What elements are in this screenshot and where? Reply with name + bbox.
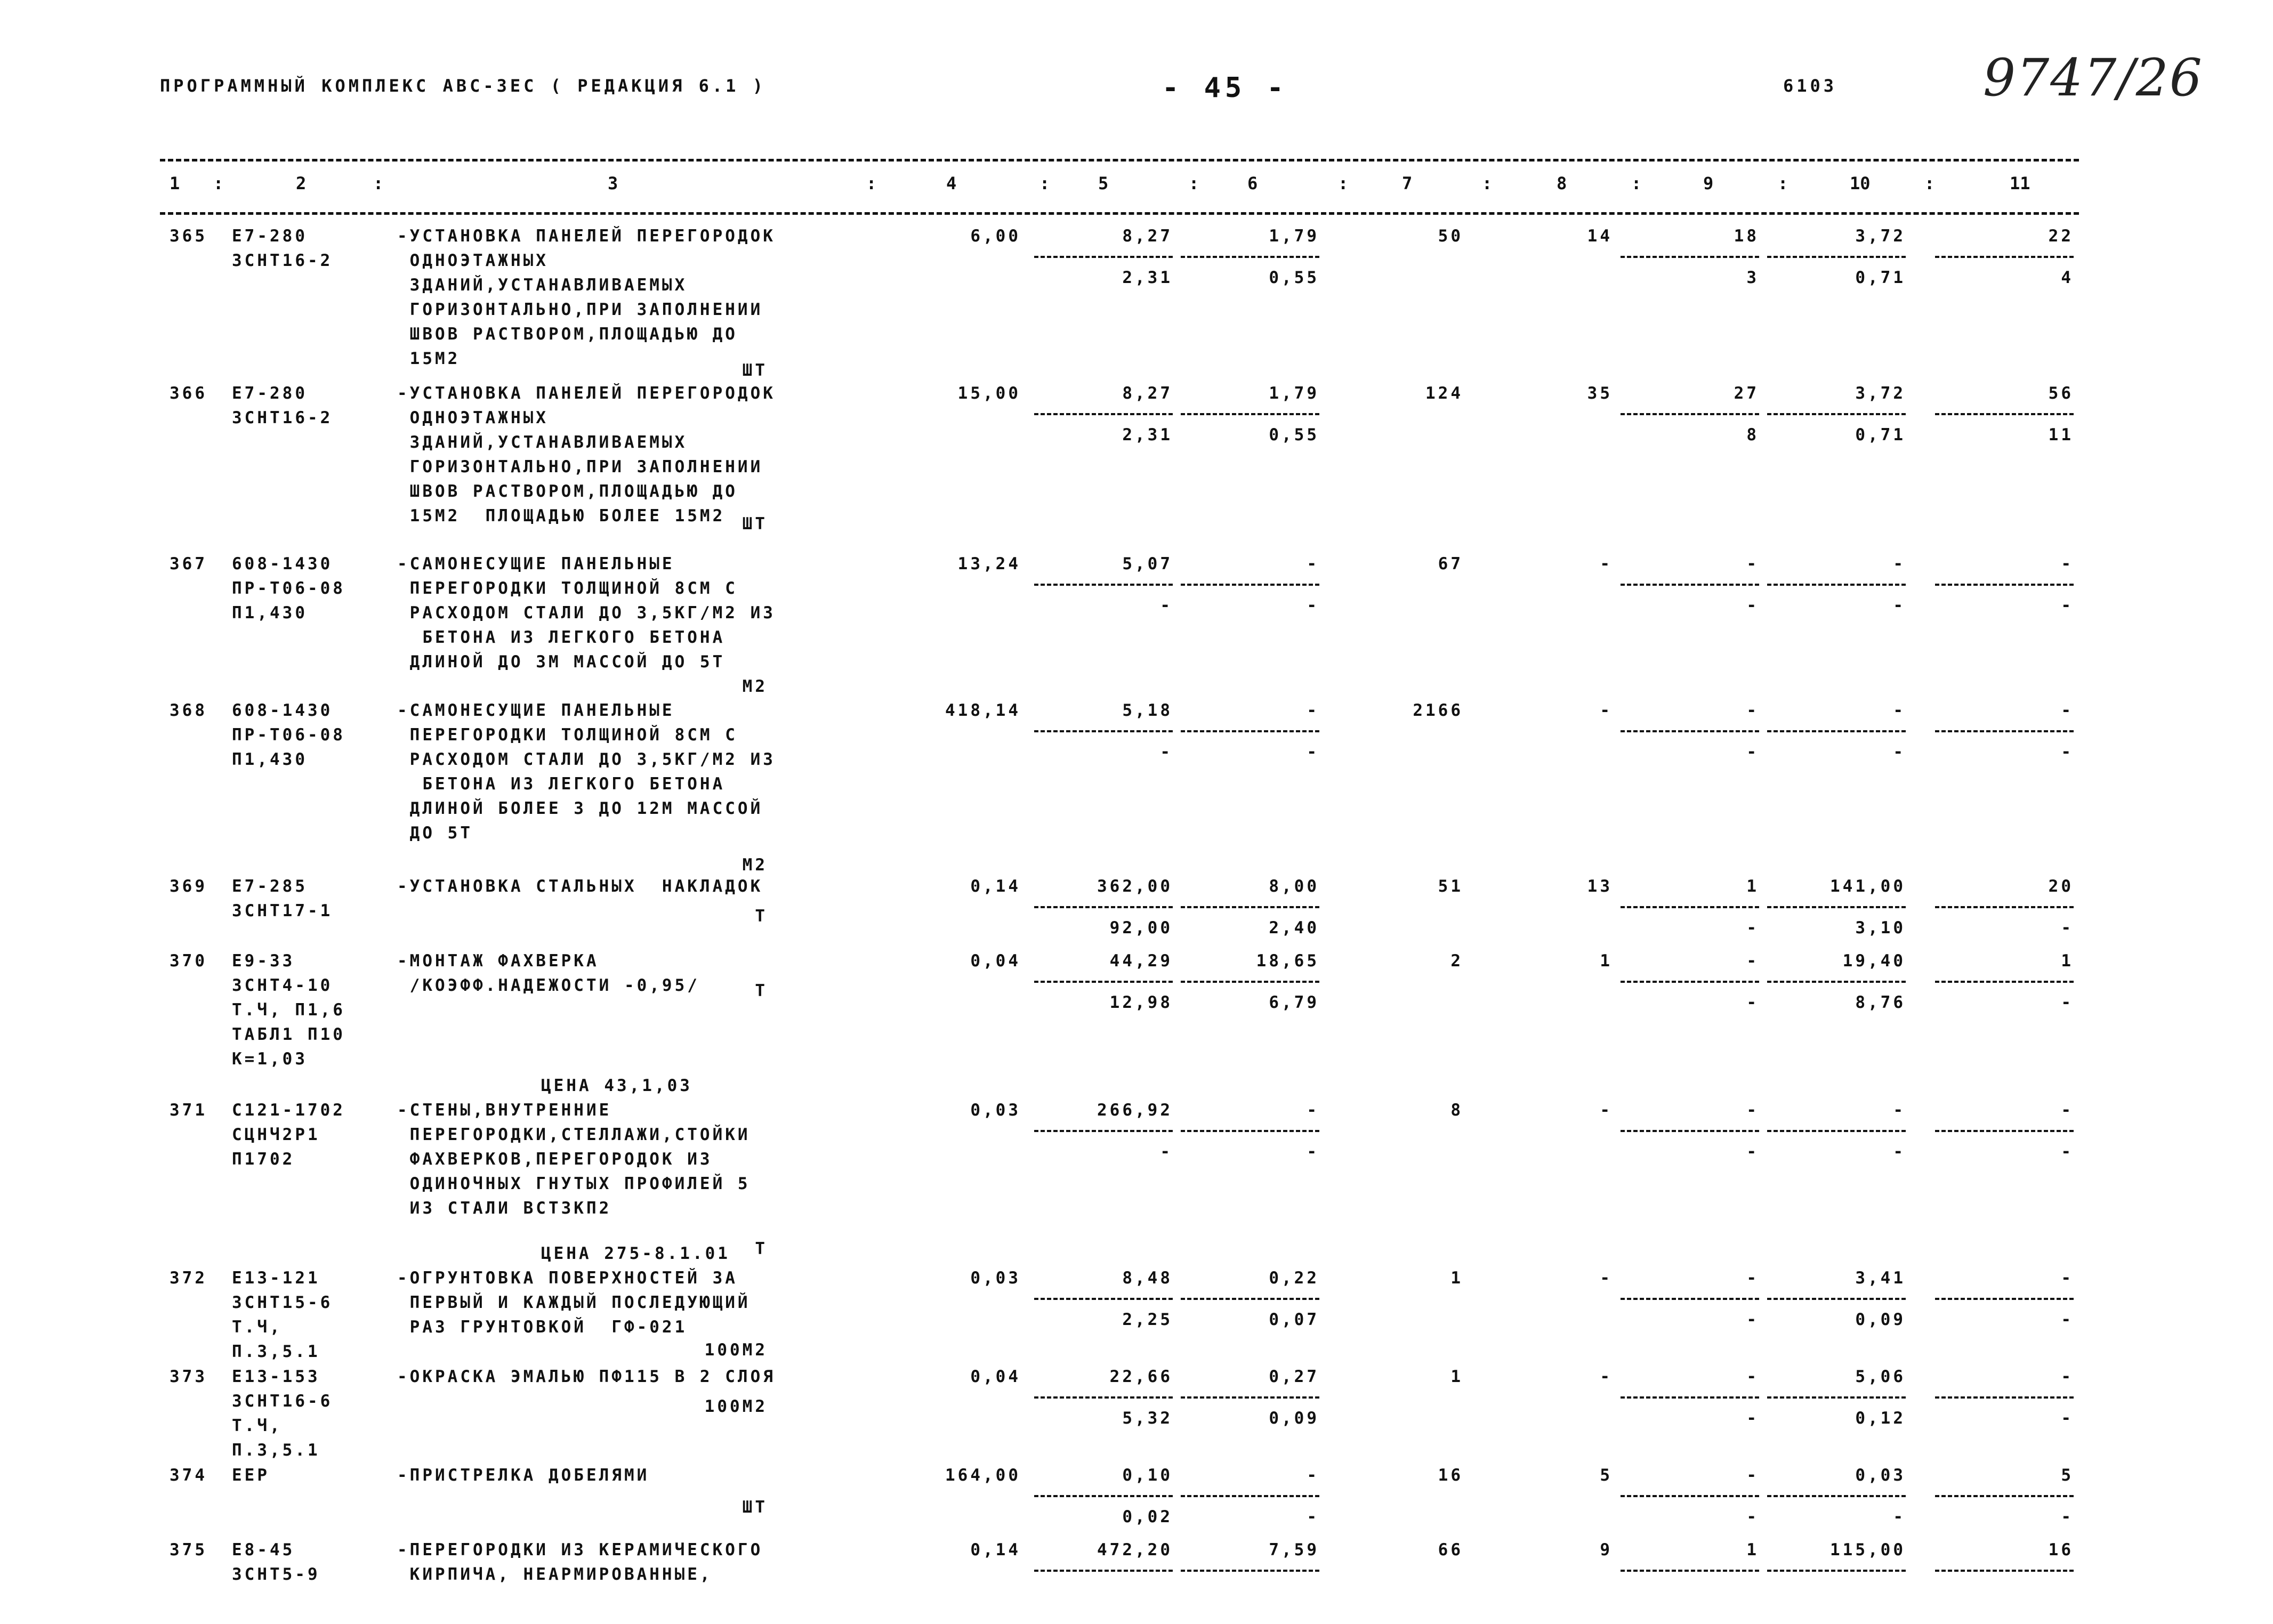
row-description: -ОКРАСКА ЭМАЛЬЮ ПФ115 В 2 СЛОЯ	[397, 1367, 776, 1386]
cell-divider	[1767, 981, 1906, 983]
column-separator: :	[1039, 173, 1050, 193]
column-number: 6	[1247, 173, 1258, 193]
cell-labor-total-machine: -	[2061, 742, 2074, 762]
column-separator: :	[1338, 173, 1349, 193]
cell-divider	[1935, 1495, 2074, 1497]
row-description: -ПЕРЕГОРОДКИ ИЗ КЕРАМИЧЕСКОГО КИРПИЧА, НЕАРМИРОВАННЫЕ,	[397, 1540, 763, 1584]
row-unit: ШТ	[742, 514, 768, 534]
row-description: -УСТАНОВКА СТАЛЬНЫХ НАКЛАДОК	[397, 877, 763, 896]
cell-divider	[1181, 730, 1319, 732]
cell-divider	[1935, 981, 2074, 983]
handwritten-note: 9747/26	[1983, 48, 2203, 108]
column-number: 7	[1402, 173, 1413, 193]
cell-machine-total: -	[1746, 1101, 1759, 1120]
cell-machine-cost-wages: -	[1307, 596, 1319, 615]
row-unit: 100М2	[704, 1397, 768, 1416]
cell-divider	[1181, 981, 1319, 983]
cell-divider	[1621, 1570, 1759, 1572]
cell-labor-total-machine: 11	[2048, 425, 2074, 445]
cell-divider	[1181, 1130, 1319, 1132]
row-number: 365	[170, 227, 207, 246]
row-unit: Т	[755, 907, 768, 926]
row-description: -САМОНЕСУЩИЕ ПАНЕЛЬНЫЕ ПЕРЕГОРОДКИ ТОЛЩИНОЙ 8СМ С РАСХОДОМ СТАЛИ ДО 3,5КГ/М2 ИЗ БЕТОНА ИЗ ЛЕГКОГО БЕТОНА ДЛИНОЙ ДО 3М МАССОЙ ДО 5Т	[397, 554, 776, 672]
cell-divider	[1767, 584, 1906, 586]
cell-machine-cost: 18,65	[1256, 951, 1319, 971]
row-code: Е7-280 ЗСНТ16-2	[232, 227, 333, 270]
cell-total: 2	[1450, 951, 1463, 971]
row-unit: 100М2	[704, 1340, 768, 1360]
cell-unit-cost: 472,20	[1097, 1540, 1173, 1560]
row-number: 366	[170, 384, 207, 403]
row-code: Е7-285 ЗСНТ17-1	[232, 877, 333, 920]
cell-quantity: 0,03	[970, 1101, 1021, 1120]
column-number: 9	[1703, 173, 1714, 193]
row-code: Е9-33 ЗСНТ4-10 Т.Ч, П1,6 ТАБЛ1 П10 К=1,03	[232, 951, 345, 1069]
column-number: 10	[1850, 173, 1871, 193]
cell-divider	[1935, 906, 2074, 908]
cell-labor-total: 5	[2061, 1466, 2074, 1485]
column-number: 8	[1557, 173, 1567, 193]
cell-machine-total: -	[1746, 701, 1759, 720]
cell-divider	[1621, 730, 1759, 732]
cell-quantity: 6,00	[970, 227, 1021, 246]
cell-total: 1	[1450, 1367, 1463, 1386]
cell-divider	[1767, 413, 1906, 415]
cell-labor: 5,06	[1855, 1367, 1906, 1386]
cell-divider	[1935, 730, 2074, 732]
cell-machine-total: 1	[1746, 1540, 1759, 1560]
cell-total: 66	[1438, 1540, 1463, 1560]
cell-machine-total: 27	[1734, 384, 1759, 403]
column-number: 3	[608, 173, 618, 193]
cell-divider	[1181, 1396, 1319, 1399]
cell-labor-machine: -	[1893, 1142, 1906, 1161]
row-unit: М2	[742, 855, 768, 875]
row-unit: Т	[755, 981, 768, 1000]
cell-machine-cost-wages: -	[1307, 742, 1319, 762]
cell-machine-cost-wages: 0,55	[1269, 425, 1319, 445]
cell-total: 124	[1425, 384, 1463, 403]
cell-divider	[1181, 1570, 1319, 1572]
cell-divider	[1181, 256, 1319, 258]
column-separator: :	[1924, 173, 1935, 193]
cell-quantity: 13,24	[957, 554, 1021, 573]
cell-machine-total: 18	[1734, 227, 1759, 246]
cell-unit-cost-wages: 5,32	[1122, 1409, 1173, 1428]
cell-divider	[1621, 1298, 1759, 1300]
cell-divider	[1767, 1396, 1906, 1399]
cell-labor: 19,40	[1842, 951, 1906, 971]
cell-machine-total: -	[1746, 1466, 1759, 1485]
cell-divider	[1767, 906, 1906, 908]
cell-labor-total: -	[2061, 1367, 2074, 1386]
row-code: Е13-121 ЗСНТ15-6 Т.Ч, П.3,5.1	[232, 1269, 333, 1361]
cell-divider	[1935, 1130, 2074, 1132]
row-code: Е8-45 ЗСНТ5-9	[232, 1540, 320, 1584]
cell-divider	[1034, 256, 1173, 258]
cell-quantity: 0,04	[970, 951, 1021, 971]
cell-labor-machine: 8,76	[1855, 993, 1906, 1012]
cell-labor: 3,72	[1855, 227, 1906, 246]
cell-quantity: 0,04	[970, 1367, 1021, 1386]
cell-labor: 3,41	[1855, 1269, 1906, 1288]
cell-divider	[1034, 1396, 1173, 1399]
cell-divider	[1034, 906, 1173, 908]
cell-unit-cost: 5,18	[1122, 701, 1173, 720]
cell-machine-cost-wages: -	[1307, 1142, 1319, 1161]
cell-unit-cost-wages: 2,25	[1122, 1310, 1173, 1329]
column-separator: :	[213, 173, 224, 193]
column-number: 5	[1098, 173, 1109, 193]
cell-labor-machine: 0,71	[1855, 268, 1906, 287]
cell-divider	[1935, 256, 2074, 258]
row-number: 370	[170, 951, 207, 971]
cell-labor-total: 1	[2061, 951, 2074, 971]
row-price-note: ЦЕНА 275-8.1.01	[541, 1244, 730, 1263]
cell-wages: 1	[1600, 951, 1613, 971]
cell-machine-total-wages: -	[1746, 1409, 1759, 1428]
row-unit: М2	[742, 677, 768, 696]
cell-machine-cost: -	[1307, 701, 1319, 720]
column-separator: :	[866, 173, 877, 193]
cell-labor-machine: -	[1893, 1507, 1906, 1526]
cell-unit-cost: 8,48	[1122, 1269, 1173, 1288]
cell-unit-cost: 362,00	[1097, 877, 1173, 896]
cell-labor-machine: 0,09	[1855, 1310, 1906, 1329]
cell-labor-total: -	[2061, 554, 2074, 573]
cell-divider	[1034, 1130, 1173, 1132]
cell-machine-cost-wages: -	[1307, 1507, 1319, 1526]
cell-unit-cost-wages: 0,02	[1122, 1507, 1173, 1526]
cell-labor-total: -	[2061, 1101, 2074, 1120]
cell-divider	[1034, 584, 1173, 586]
top-rule	[160, 159, 2079, 161]
cell-divider	[1767, 1298, 1906, 1300]
column-separator: :	[1631, 173, 1642, 193]
cell-divider	[1767, 730, 1906, 732]
cell-labor-machine: -	[1893, 742, 1906, 762]
cell-machine-total-wages: 8	[1746, 425, 1759, 445]
cell-labor-total-machine: -	[2061, 596, 2074, 615]
cell-machine-cost-wages: 0,09	[1269, 1409, 1319, 1428]
cell-unit-cost-wages: -	[1160, 596, 1173, 615]
row-description: -ПРИСТРЕЛКА ДОБЕЛЯМИ	[397, 1466, 650, 1485]
row-number: 367	[170, 554, 207, 573]
cell-labor: 141,00	[1830, 877, 1906, 896]
cell-quantity: 0,03	[970, 1269, 1021, 1288]
cell-labor-machine: 0,12	[1855, 1409, 1906, 1428]
cell-machine-total-wages: -	[1746, 918, 1759, 938]
header-rule	[160, 212, 2079, 215]
column-separator: :	[1482, 173, 1493, 193]
cell-quantity: 0,14	[970, 877, 1021, 896]
cell-divider	[1767, 1570, 1906, 1572]
document-code: 6103	[1783, 76, 1837, 96]
cell-unit-cost-wages: -	[1160, 742, 1173, 762]
column-number: 1	[170, 173, 180, 193]
cell-wages: -	[1600, 701, 1613, 720]
row-description: -УСТАНОВКА ПАНЕЛЕЙ ПЕРЕГОРОДОК ОДНОЭТАЖНЫХ ЗДАНИЙ,УСТАНАВЛИВАЕМЫХ ГОРИЗОНТАЛЬНО,ПРИ ЗАПОЛНЕНИИ ШВОВ РАСТВОРОМ,ПЛОЩАДЬЮ ДО 15М2 ПЛОЩАДЬЮ БОЛЕЕ 15М2	[397, 384, 776, 526]
cell-divider	[1621, 981, 1759, 983]
cell-wages: 35	[1587, 384, 1613, 403]
row-description: -УСТАНОВКА ПАНЕЛЕЙ ПЕРЕГОРОДОК ОДНОЭТАЖНЫХ ЗДАНИЙ,УСТАНАВЛИВАЕМЫХ ГОРИЗОНТАЛЬНО,ПРИ ЗАПОЛНЕНИИ ШВОВ РАСТВОРОМ,ПЛОЩАДЬЮ ДО 15М2	[397, 227, 776, 368]
program-title: ПРОГРАММНЫЙ КОМПЛЕКС АВС-3ЕС ( РЕДАКЦИЯ 6.1 )	[160, 76, 766, 96]
cell-labor-total-machine: -	[2061, 1310, 2074, 1329]
cell-divider	[1181, 584, 1319, 586]
row-number: 371	[170, 1101, 207, 1120]
cell-divider	[1767, 1495, 1906, 1497]
cell-divider	[1181, 906, 1319, 908]
cell-divider	[1181, 1298, 1319, 1300]
cell-labor-total: 22	[2048, 227, 2074, 246]
cell-labor: 3,72	[1855, 384, 1906, 403]
cell-machine-cost: 1,79	[1269, 384, 1319, 403]
cell-wages: -	[1600, 1367, 1613, 1386]
cell-divider	[1935, 1396, 2074, 1399]
cell-divider	[1621, 906, 1759, 908]
cell-labor-total-machine: -	[2061, 1142, 2074, 1161]
row-number: 372	[170, 1269, 207, 1288]
column-number: 11	[2010, 173, 2030, 193]
cell-unit-cost: 22,66	[1109, 1367, 1173, 1386]
cell-labor-total-machine: 4	[2061, 268, 2074, 287]
cell-total: 16	[1438, 1466, 1463, 1485]
cell-wages: -	[1600, 554, 1613, 573]
cell-machine-cost: -	[1307, 1466, 1319, 1485]
cell-machine-cost-wages: 2,40	[1269, 918, 1319, 938]
cell-machine-total: -	[1746, 554, 1759, 573]
row-code: Е13-153 ЗСНТ16-6 Т.Ч, П.3,5.1	[232, 1367, 333, 1460]
cell-divider	[1621, 1396, 1759, 1399]
cell-unit-cost: 44,29	[1109, 951, 1173, 971]
cell-machine-cost: 0,22	[1269, 1269, 1319, 1288]
cell-quantity: 15,00	[957, 384, 1021, 403]
cell-divider	[1034, 981, 1173, 983]
row-unit: ШТ	[742, 1498, 768, 1517]
cell-machine-total: 1	[1746, 877, 1759, 896]
cell-divider	[1935, 1570, 2074, 1572]
cell-divider	[1181, 1495, 1319, 1497]
cell-labor-total-machine: -	[2061, 1507, 2074, 1526]
cell-quantity: 418,14	[945, 701, 1021, 720]
row-unit: ШТ	[742, 361, 768, 380]
cell-divider	[1935, 584, 2074, 586]
cell-unit-cost: 8,27	[1122, 227, 1173, 246]
column-separator: :	[1778, 173, 1788, 193]
cell-labor: -	[1893, 701, 1906, 720]
cell-labor-machine: 3,10	[1855, 918, 1906, 938]
cell-labor-machine: -	[1893, 596, 1906, 615]
cell-machine-total-wages: 3	[1746, 268, 1759, 287]
cell-labor: -	[1893, 1101, 1906, 1120]
column-separator: :	[1189, 173, 1199, 193]
cell-divider	[1621, 1130, 1759, 1132]
cell-unit-cost-wages: -	[1160, 1142, 1173, 1161]
row-price-note: ЦЕНА 43,1,03	[541, 1076, 692, 1095]
cell-wages: 9	[1600, 1540, 1613, 1560]
cell-machine-cost-wages: 0,55	[1269, 268, 1319, 287]
row-number: 374	[170, 1466, 207, 1485]
cell-total: 8	[1450, 1101, 1463, 1120]
row-unit: Т	[755, 1239, 768, 1258]
cell-labor-total: 20	[2048, 877, 2074, 896]
row-description: -МОНТАЖ ФАХВЕРКА /КОЭФФ.НАДЕЖОСТИ -0,95/	[397, 951, 700, 995]
cell-machine-total-wages: -	[1746, 993, 1759, 1012]
page-number: - 45 -	[1162, 72, 1288, 104]
cell-machine-total-wages: -	[1746, 1310, 1759, 1329]
row-code: Е7-280 ЗСНТ16-2	[232, 384, 333, 427]
cell-wages: 13	[1587, 877, 1613, 896]
row-number: 369	[170, 877, 207, 896]
cell-divider	[1034, 730, 1173, 732]
cell-machine-cost: -	[1307, 1101, 1319, 1120]
cell-wages: -	[1600, 1269, 1613, 1288]
cell-total: 67	[1438, 554, 1463, 573]
cell-labor: 0,03	[1855, 1466, 1906, 1485]
cell-divider	[1034, 1570, 1173, 1572]
row-description: -САМОНЕСУЩИЕ ПАНЕЛЬНЫЕ ПЕРЕГОРОДКИ ТОЛЩИНОЙ 8СМ С РАСХОДОМ СТАЛИ ДО 3,5КГ/М2 ИЗ БЕТОНА ИЗ ЛЕГКОГО БЕТОНА ДЛИНОЙ БОЛЕЕ 3 ДО 12М МАССОЙ ДО 5Т	[397, 701, 776, 843]
cell-unit-cost-wages: 2,31	[1122, 268, 1173, 287]
cell-divider	[1181, 413, 1319, 415]
row-number: 368	[170, 701, 207, 720]
cell-total: 50	[1438, 227, 1463, 246]
cell-wages: 5	[1600, 1466, 1613, 1485]
row-number: 373	[170, 1367, 207, 1386]
row-code: 608-1430 ПР-Т06-08 П1,430	[232, 554, 345, 623]
cell-labor-total: 56	[2048, 384, 2074, 403]
cell-total: 2166	[1413, 701, 1463, 720]
cell-divider	[1621, 413, 1759, 415]
cell-divider	[1621, 1495, 1759, 1497]
row-code: С121-1702 СЦНЧ2Р1 П1702	[232, 1101, 345, 1169]
cell-divider	[1034, 1495, 1173, 1497]
row-description: -СТЕНЫ,ВНУТРЕННИЕ ПЕРЕГОРОДКИ,СТЕЛЛАЖИ,СТОЙКИ ФАХВЕРКОВ,ПЕРЕГОРОДОК ИЗ ОДИНОЧНЫХ ГНУТЫХ ПРОФИЛЕЙ 5 ИЗ СТАЛИ ВСТ3КП2	[397, 1101, 751, 1218]
cell-unit-cost-wages: 92,00	[1109, 918, 1173, 938]
cell-machine-cost: 8,00	[1269, 877, 1319, 896]
cell-machine-total: -	[1746, 951, 1759, 971]
cell-labor-total: 16	[2048, 1540, 2074, 1560]
row-code: 608-1430 ПР-Т06-08 П1,430	[232, 701, 345, 769]
cell-labor-total-machine: -	[2061, 918, 2074, 938]
cell-labor-total-machine: -	[2061, 993, 2074, 1012]
row-description: -ОГРУНТОВКА ПОВЕРХНОСТЕЙ ЗА ПЕРВЫЙ И КАЖДЫЙ ПОСЛЕДУЮЩИЙ РАЗ ГРУНТОВКОЙ ГФ-021	[397, 1269, 751, 1337]
cell-machine-cost: 1,79	[1269, 227, 1319, 246]
cell-labor: -	[1893, 554, 1906, 573]
cell-labor-total-machine: -	[2061, 1409, 2074, 1428]
row-number: 375	[170, 1540, 207, 1560]
cell-unit-cost: 0,10	[1122, 1466, 1173, 1485]
column-number: 4	[946, 173, 957, 193]
cell-total: 51	[1438, 877, 1463, 896]
cell-unit-cost: 5,07	[1122, 554, 1173, 573]
cell-labor-total: -	[2061, 1269, 2074, 1288]
cell-total: 1	[1450, 1269, 1463, 1288]
cell-machine-cost: 7,59	[1269, 1540, 1319, 1560]
cell-machine-cost-wages: 6,79	[1269, 993, 1319, 1012]
cell-unit-cost: 266,92	[1097, 1101, 1173, 1120]
cell-divider	[1034, 1298, 1173, 1300]
cell-divider	[1935, 413, 2074, 415]
cell-labor-machine: 0,71	[1855, 425, 1906, 445]
row-code: ЕЕР	[232, 1466, 270, 1485]
cell-machine-total-wages: -	[1746, 1507, 1759, 1526]
cell-quantity: 0,14	[970, 1540, 1021, 1560]
cell-divider	[1767, 256, 1906, 258]
cell-wages: 14	[1587, 227, 1613, 246]
column-separator: :	[373, 173, 384, 193]
cell-machine-cost: -	[1307, 554, 1319, 573]
cell-labor-total: -	[2061, 701, 2074, 720]
cell-machine-cost: 0,27	[1269, 1367, 1319, 1386]
cell-divider	[1034, 413, 1173, 415]
cell-divider	[1935, 1298, 2074, 1300]
cell-unit-cost-wages: 12,98	[1109, 993, 1173, 1012]
cell-wages: -	[1600, 1101, 1613, 1120]
cell-divider	[1621, 256, 1759, 258]
cell-divider	[1767, 1130, 1906, 1132]
cell-machine-total-wages: -	[1746, 596, 1759, 615]
cell-unit-cost-wages: 2,31	[1122, 425, 1173, 445]
cell-labor: 115,00	[1830, 1540, 1906, 1560]
cell-machine-total: -	[1746, 1269, 1759, 1288]
cell-machine-total: -	[1746, 1367, 1759, 1386]
cell-quantity: 164,00	[945, 1466, 1021, 1485]
cell-machine-total-wages: -	[1746, 742, 1759, 762]
cell-divider	[1621, 584, 1759, 586]
column-number: 2	[296, 173, 307, 193]
cell-machine-cost-wages: 0,07	[1269, 1310, 1319, 1329]
cell-machine-total-wages: -	[1746, 1142, 1759, 1161]
cell-unit-cost: 8,27	[1122, 384, 1173, 403]
